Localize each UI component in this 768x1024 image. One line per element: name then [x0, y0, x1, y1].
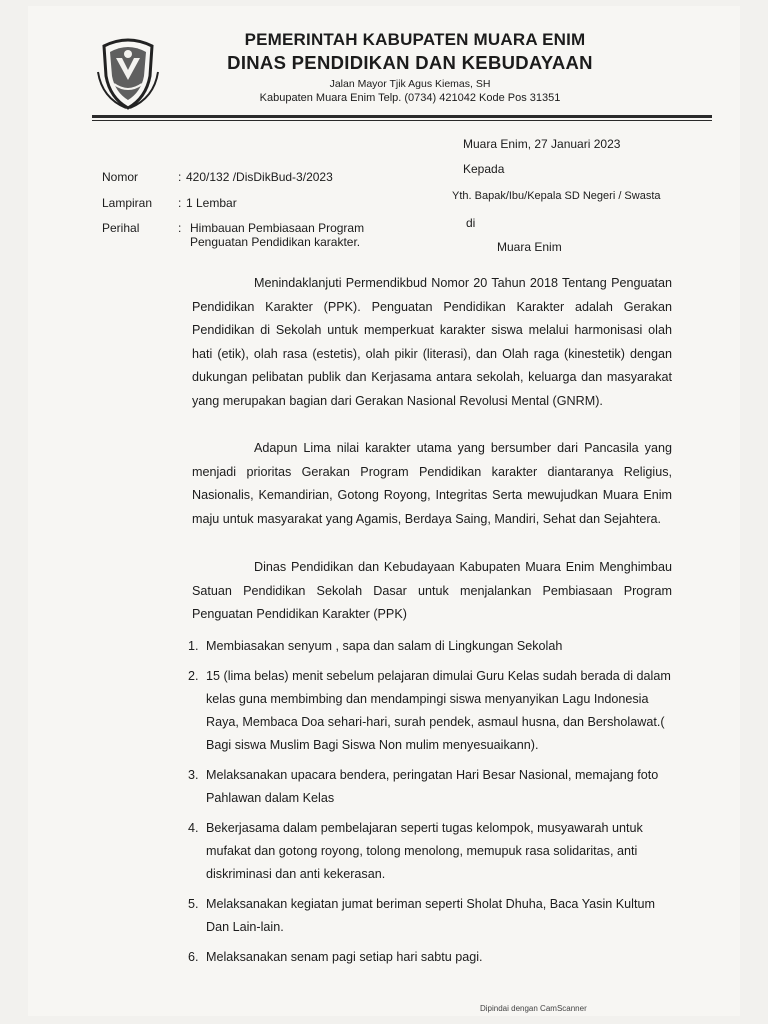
perihal-line-1: Himbauan Pembiasaan Program [190, 221, 365, 235]
list-item: 5. Melaksanakan kegiatan jumat beriman seperti Sholat Dhuha, Baca Yasin Kultum Dan Lain-lain. [188, 897, 655, 934]
letterhead-address: Jalan Mayor Tjik Agus Kiemas, SH [329, 78, 491, 90]
lampiran-colon: : [178, 196, 182, 210]
letter-date: Muara Enim, 27 Januari 2023 [463, 137, 621, 151]
list-item: 1. Membiasakan senyum , sapa dan salam di Lingkungan Sekolah [188, 639, 563, 653]
recipient-place: Muara Enim [497, 240, 562, 254]
scanner-watermark: Dipindai dengan CamScanner [480, 1004, 587, 1013]
recipient-di: di [466, 216, 476, 230]
list-item: 6. Melaksanakan senam pagi setiap hari sabtu pagi. [188, 950, 483, 964]
perihal-label: Perihal [102, 221, 140, 235]
letterhead-rule-thin [92, 120, 712, 121]
lampiran-label: Lampiran [102, 196, 153, 210]
recipient-yth: Yth. Bapak/Ibu/Kepala SD Negeri / Swasta [452, 190, 661, 202]
body-paragraph-3: Dinas Pendidikan dan Kebudayaan Kabupaten Muara Enim Menghimbau Satuan Pendidikan Sekolah Dasar untuk menjalankan Pembiasaan Program Penguatan Pendidikan Karakter (PPK) [192, 560, 672, 621]
letterhead-contact: Kabupaten Muara Enim Telp. (0734) 421042 Kode Pos 31351 [259, 92, 561, 104]
letterhead [215, 30, 605, 104]
letterhead-government: PEMERINTAH KABUPATEN MUARA ENIM [244, 30, 586, 49]
list-item: 3. Melaksanakan upacara bendera, peringatan Hari Besar Nasional, memajang foto Pahlawan dalam Kelas [188, 768, 659, 805]
recipient-kepada: Kepada [463, 162, 505, 176]
regency-emblem-icon [96, 36, 160, 110]
letterhead-rule-thick [92, 115, 712, 118]
list-item: 4. Bekerjasama dalam pembelajaran seperti tugas kelompok, musyawarah untuk mufakat dan gotong royong, tolong menolong, memupuk rasa solidaritas, anti diskriminasi dan anti kekerasan. [188, 821, 643, 881]
perihal-colon: : [178, 221, 182, 235]
perihal-line-2: Penguatan Pendidikan karakter. [190, 235, 361, 249]
nomor-colon: : [178, 170, 182, 184]
letterhead-agency: DINAS PENDIDIKAN DAN KEBUDAYAAN [227, 52, 593, 73]
program-list [188, 635, 678, 976]
nomor-value: 420/132 /DisDikBud-3/2023 [186, 170, 333, 184]
body-paragraph-2: Adapun Lima nilai karakter utama yang bersumber dari Pancasila yang menjadi prioritas Gerakan Program Pendidikan karakter diantaranya Religius, Nasionalis, Kemandirian, Gotong Royong, Integritas Serta mewujudkan Muara Enim maju untuk masyarakat yang Agamis, Berdaya Saing, Mandiri, Sehat dan Sejahtera. [192, 441, 672, 526]
list-item: 2. 15 (lima belas) menit sebelum pelajaran dimulai Guru Kelas sudah berada di dalam kelas guna membimbing dan mendampingi siswa menyanyikan Lagu Indonesia Raya, Membaca Doa sehari-hari, surah pendek, asmaul husna, dan Bersholawat.( Bagi siswa Muslim Bagi Siswa Non mulim menyesuaikann). [188, 669, 671, 752]
lampiran-value: 1 Lembar [186, 196, 237, 210]
nomor-label: Nomor [102, 170, 139, 184]
body-paragraph-1: Menindaklanjuti Permendikbud Nomor 20 Tahun 2018 Tentang Penguatan Pendidikan Karakter (PPK). Penguatan Pendidikan Karakter adalah Gerakan Pendidikan di Sekolah untuk memperkuat karakter siswa melalui harmonisasi olah hati (etik), olah rasa (estetis), olah pikir (literasi), dan Olah raga (kinestetik) dengan dukungan pelibatan publik dan Kerjasama antara sekolah, keluarga dan masyarakat yang merupakan bagian dari Gerakan Nasional Revolusi Mental (GNRM). [192, 276, 672, 408]
